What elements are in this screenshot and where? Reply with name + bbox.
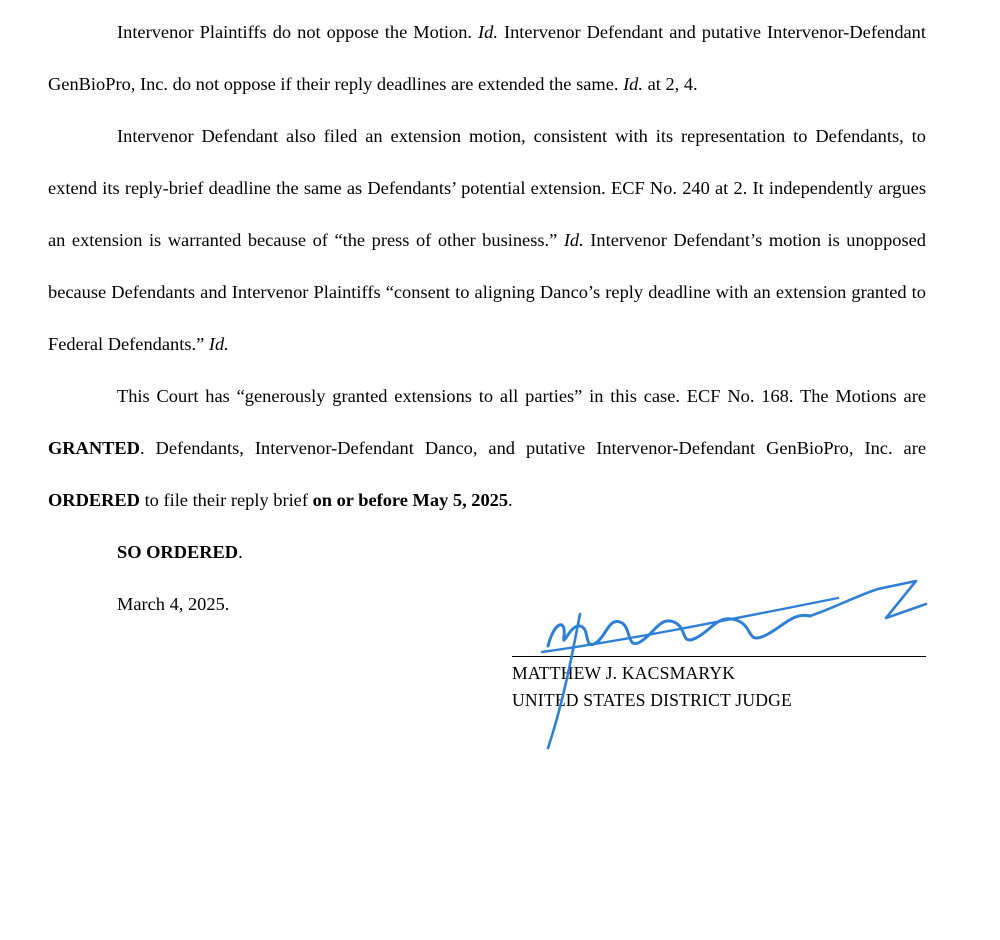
- paragraph-order-granted: [48, 370, 926, 526]
- text-run: on or before May 5, 2025: [312, 490, 509, 510]
- text-run: Intervenor Defendant and putative Intervenor-Defendant GenBioPro, Inc. do not oppose if their reply deadlines are extended the same.: [48, 22, 926, 94]
- text-run: Id.: [208, 334, 229, 354]
- text-run: This Court has “generously granted extensions to all parties” in this case. ECF No. 168. The Motions are: [117, 386, 926, 406]
- text-run: .: [238, 542, 243, 562]
- text-run: March 4, 2025.: [117, 594, 230, 614]
- so-ordered-line: [48, 526, 926, 578]
- paragraph-intervenor-plaintiffs: [48, 6, 926, 110]
- text-run: Intervenor Defendant’s motion is unopposed because Defendants and Intervenor Plaintiffs “consent to aligning Danco’s reply deadline with an extension granted to Federal Defendants.”: [48, 230, 926, 354]
- text-run: SO ORDERED: [117, 542, 239, 562]
- text-run: at 2, 4.: [642, 74, 698, 94]
- date-line: [48, 578, 926, 630]
- signature-block: [512, 656, 926, 714]
- text-run: Id.: [623, 74, 643, 94]
- judge-name: MATTHEW J. KACSMARYK: [512, 663, 736, 683]
- judge-title: UNITED STATES DISTRICT JUDGE: [512, 690, 792, 710]
- text-run: . Defendants, Intervenor-Defendant Danco, and putative Intervenor-Defendant GenBioPro, Inc. are: [139, 438, 926, 458]
- text-run: ORDERED: [48, 490, 140, 510]
- text-run: Id.: [563, 230, 584, 250]
- text-run: GRANTED: [48, 438, 140, 458]
- text-run: to file their reply brief: [139, 490, 313, 510]
- paragraph-intervenor-defendant-motion: [48, 110, 926, 370]
- signature-line: [512, 656, 926, 657]
- text-run: Intervenor Plaintiffs do not oppose the Motion.: [117, 22, 479, 42]
- text-run: Id.: [478, 22, 498, 42]
- text-run: .: [508, 490, 513, 510]
- text-run: Intervenor Defendant also filed an extension motion, consistent with its representation to Defendants, to extend its reply-brief deadline the same as Defendants’ potential extension. ECF No. 240 at 2. It independently argues an extension is warranted because of “the press of other business.”: [48, 126, 926, 250]
